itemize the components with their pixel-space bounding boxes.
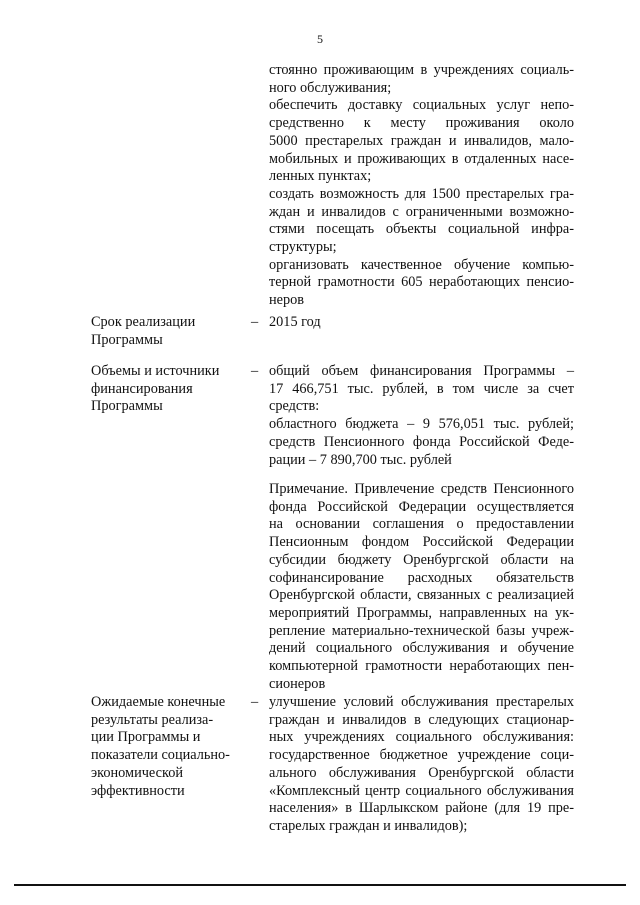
funding-note xyxy=(269,481,574,693)
label-line: результаты реализа- xyxy=(91,711,214,728)
row-label-results xyxy=(91,694,241,800)
row-value-results xyxy=(269,694,574,836)
value-line: государственное бюджетное учреждение соци- xyxy=(269,747,574,764)
value-line: рации – 7 890,700 тыс. рублей xyxy=(269,451,452,468)
note-line: компьютерной грамотности неработающих пен- xyxy=(269,658,574,675)
text-line: ленных пунктах; xyxy=(269,168,372,185)
note-line: дений социального обслуживания и обучение xyxy=(269,640,574,657)
label-line: ции Программы и xyxy=(91,729,201,746)
label-line: Программы xyxy=(91,331,163,348)
value-line: общий объем финансирования Программы – xyxy=(269,363,574,379)
value-line: ального обслуживания Оренбургской области xyxy=(269,764,574,781)
text-line: стоянно проживающим в учреждениях социаль- xyxy=(269,62,574,78)
text-line: 5000 престарелых граждан и инвалидов, мало- xyxy=(269,132,574,149)
row-dash: – xyxy=(251,363,259,379)
row-label-term xyxy=(91,314,241,349)
label-line: Срок реализации xyxy=(91,314,196,330)
label-line: экономической xyxy=(91,764,183,781)
row-dash: – xyxy=(251,314,259,330)
label-line: Ожидаемые конечные xyxy=(91,694,226,710)
note-line: мероприятий Программы, направленных на ук- xyxy=(269,604,574,621)
label-line: показатели социально- xyxy=(91,747,230,764)
value-line: граждан и инвалидов в следующих стационар- xyxy=(269,711,574,728)
value-line: улучшение условий обслуживания престарелых xyxy=(269,694,574,710)
note-line: на основании соглашения о предоставлении xyxy=(269,516,574,533)
value-line: областного бюджета – 9 576,051 тыс. рублей; xyxy=(269,416,574,433)
label-line: Программы xyxy=(91,398,163,415)
page-number: 5 xyxy=(317,32,323,46)
text-line: стями посещать объекты социальной инфра- xyxy=(269,221,574,238)
text-line: неров xyxy=(269,292,305,309)
note-line: сионеров xyxy=(269,675,326,692)
row-label-funding xyxy=(91,363,241,416)
value-line: 2015 год xyxy=(269,314,321,330)
text-line: структуры; xyxy=(269,239,337,256)
value-line: ных учреждениях социального обслуживания: xyxy=(269,729,574,746)
text-line: организовать качественное обучение компью- xyxy=(269,256,574,273)
label-line: Объемы и источники xyxy=(91,363,220,379)
text-line: средственно к месту проживания около xyxy=(269,115,574,132)
value-line: средств: xyxy=(269,398,320,415)
label-line: эффективности xyxy=(91,782,185,799)
text-line: ного обслуживания; xyxy=(269,79,392,96)
note-line: репление материально-технической базы учреж- xyxy=(269,622,574,639)
value-line: 17 466,751 тыс. рублей, в том числе за счет xyxy=(269,380,574,397)
value-line: старелых граждан и инвалидов); xyxy=(269,817,468,834)
note-line: Пенсионным фондом Российской Федерации xyxy=(269,534,574,551)
value-line: населения» в Шарлыкском районе (для 19 пре- xyxy=(269,800,574,817)
text-line: создать возможность для 1500 престарелых гра- xyxy=(269,185,574,202)
value-line: «Комплексный центр социального обслуживания xyxy=(269,782,574,799)
value-line: средств Пенсионного фонда Российской Феде- xyxy=(269,433,574,450)
note-line: софинансирование расходных обязательств xyxy=(269,569,574,586)
note-line: Оренбургской области, связанных с реализацией xyxy=(269,587,574,604)
text-line: терной грамотности 605 неработающих пенсио- xyxy=(269,274,574,291)
row-value-funding xyxy=(269,363,574,469)
note-line: фонда Российской Федерации осуществляется xyxy=(269,498,574,515)
text-line: обеспечить доставку социальных услуг непо- xyxy=(269,97,574,114)
row-dash: – xyxy=(251,694,259,710)
note-line: субсидии бюджету Оренбургской области на xyxy=(269,551,574,568)
text-line: мобильных и проживающих в отдаленных насе- xyxy=(269,150,574,167)
bottom-rule xyxy=(14,884,626,886)
text-line: ждан и инвалидов с ограниченными возможно- xyxy=(269,203,574,220)
continuation-text xyxy=(269,62,574,310)
note-line: Примечание. Привлечение средств Пенсионного xyxy=(269,481,574,497)
label-line: финансирования xyxy=(91,380,193,397)
row-value-term xyxy=(269,314,574,332)
